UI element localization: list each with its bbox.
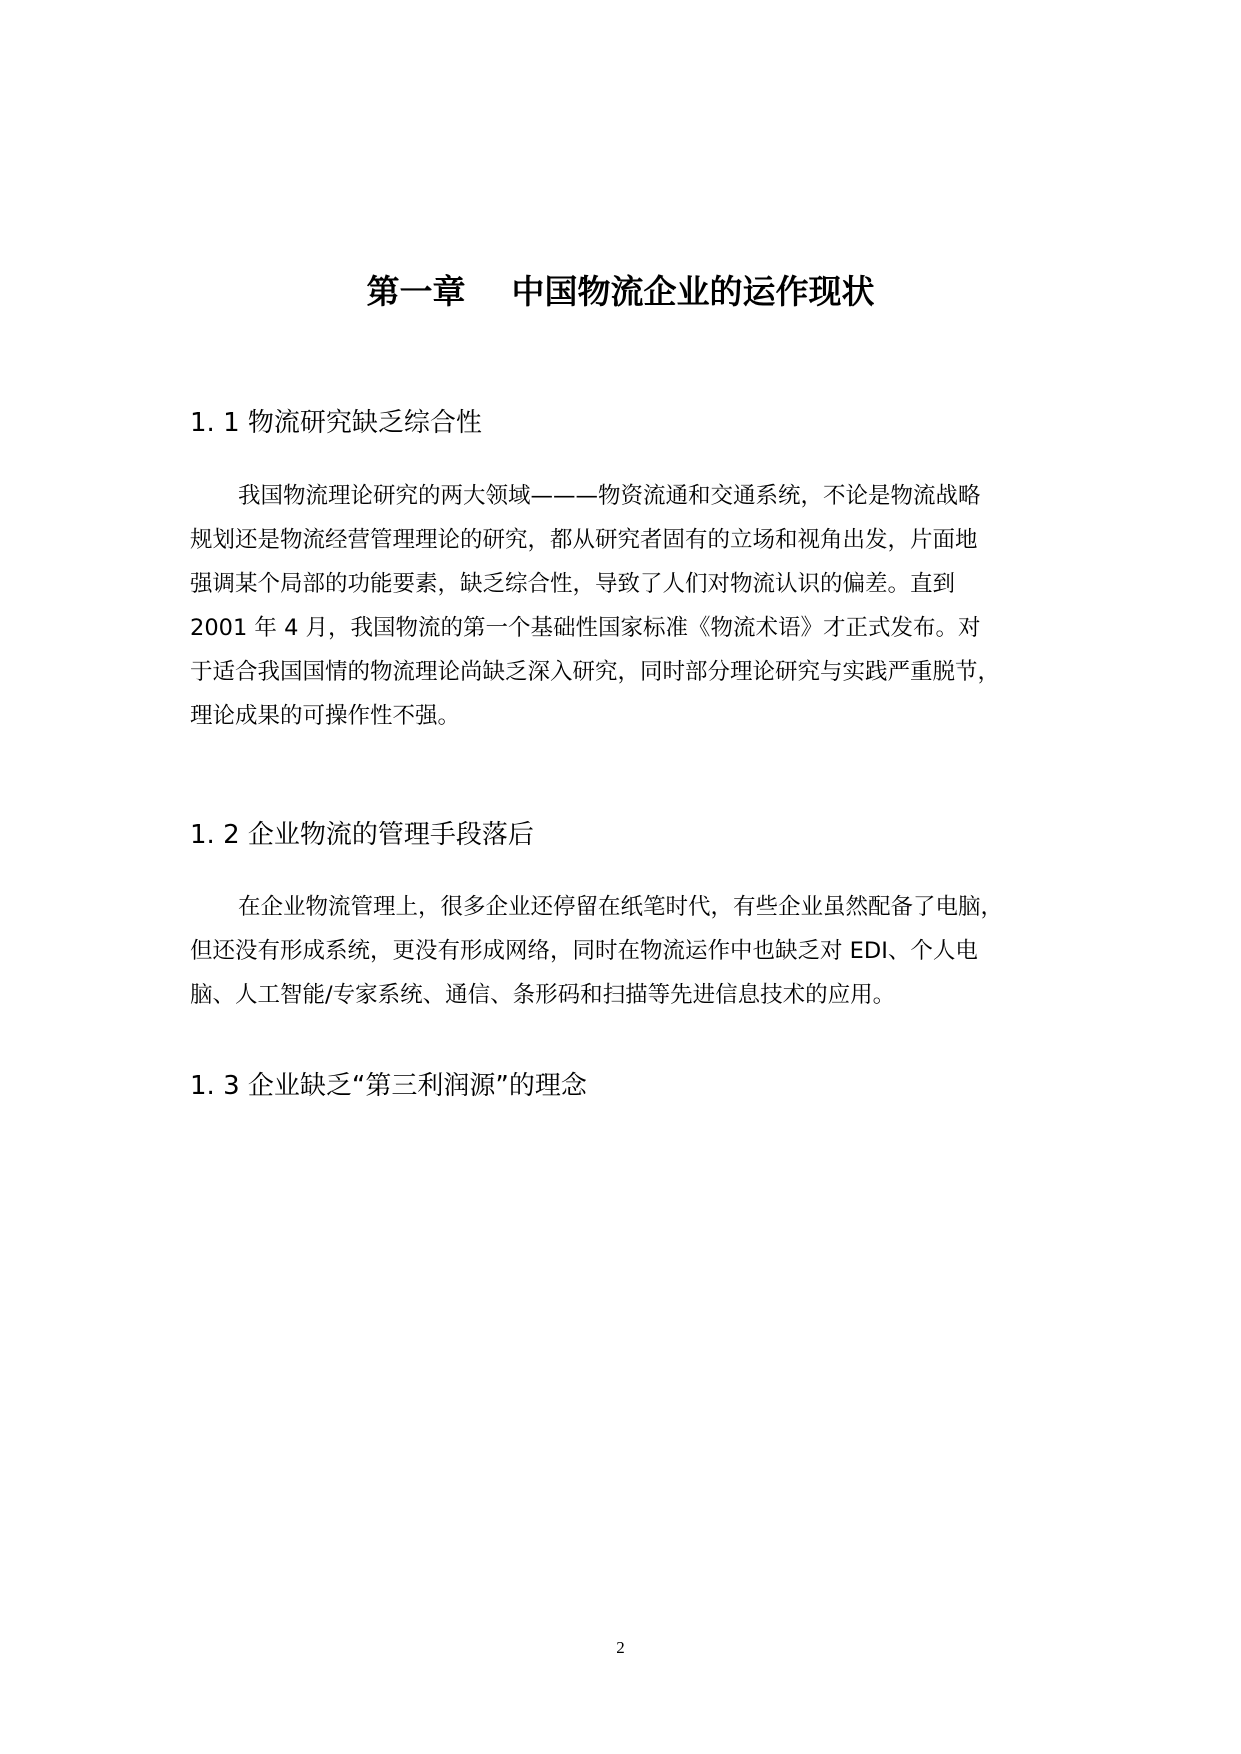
section-paragraph-1-2 xyxy=(190,885,1060,1017)
chapter-title: 第一章 中国物流企业的运作现状 xyxy=(366,272,875,311)
paragraph-line: 我国物流理论研究的两大领域———物资流通和交通系统，不论是物流战略 xyxy=(238,483,981,509)
paragraph-line: 2001 年 4 月，我国物流的第一个基础性国家标准《物流术语》才正式发布。对 xyxy=(190,615,981,641)
section-heading-1-1: 1. 1 物流研究缺乏综合性 xyxy=(190,408,482,438)
section-heading-1-2: 1. 2 企业物流的管理手段落后 xyxy=(190,820,534,850)
section-heading-1-3: 1. 3 企业缺乏“第三利润源”的理念 xyxy=(190,1071,587,1101)
paragraph-line: 规划还是物流经营管理理论的研究，都从研究者固有的立场和视角出发，片面地 xyxy=(190,527,978,553)
paragraph-line: 理论成果的可操作性不强。 xyxy=(190,703,461,729)
paragraph-line: 脑、人工智能/专家系统、通信、条形码和扫描等先进信息技术的应用。 xyxy=(190,982,896,1008)
paragraph-line: 但还没有形成系统，更没有形成网络，同时在物流运作中也缺乏对 EDI、个人电 xyxy=(190,938,978,964)
section-paragraph-1-1 xyxy=(190,474,1060,738)
paragraph-line: 于适合我国国情的物流理论尚缺乏深入研究，同时部分理论研究与实践严重脱节， xyxy=(190,659,1001,685)
paragraph-line: 强调某个局部的功能要素，缺乏综合性，导致了人们对物流认识的偏差。直到 xyxy=(190,571,956,597)
paragraph-line: 在企业物流管理上，很多企业还停留在纸笔时代，有些企业虽然配备了电脑， xyxy=(238,894,1004,920)
page-number: 2 xyxy=(616,1638,625,1657)
